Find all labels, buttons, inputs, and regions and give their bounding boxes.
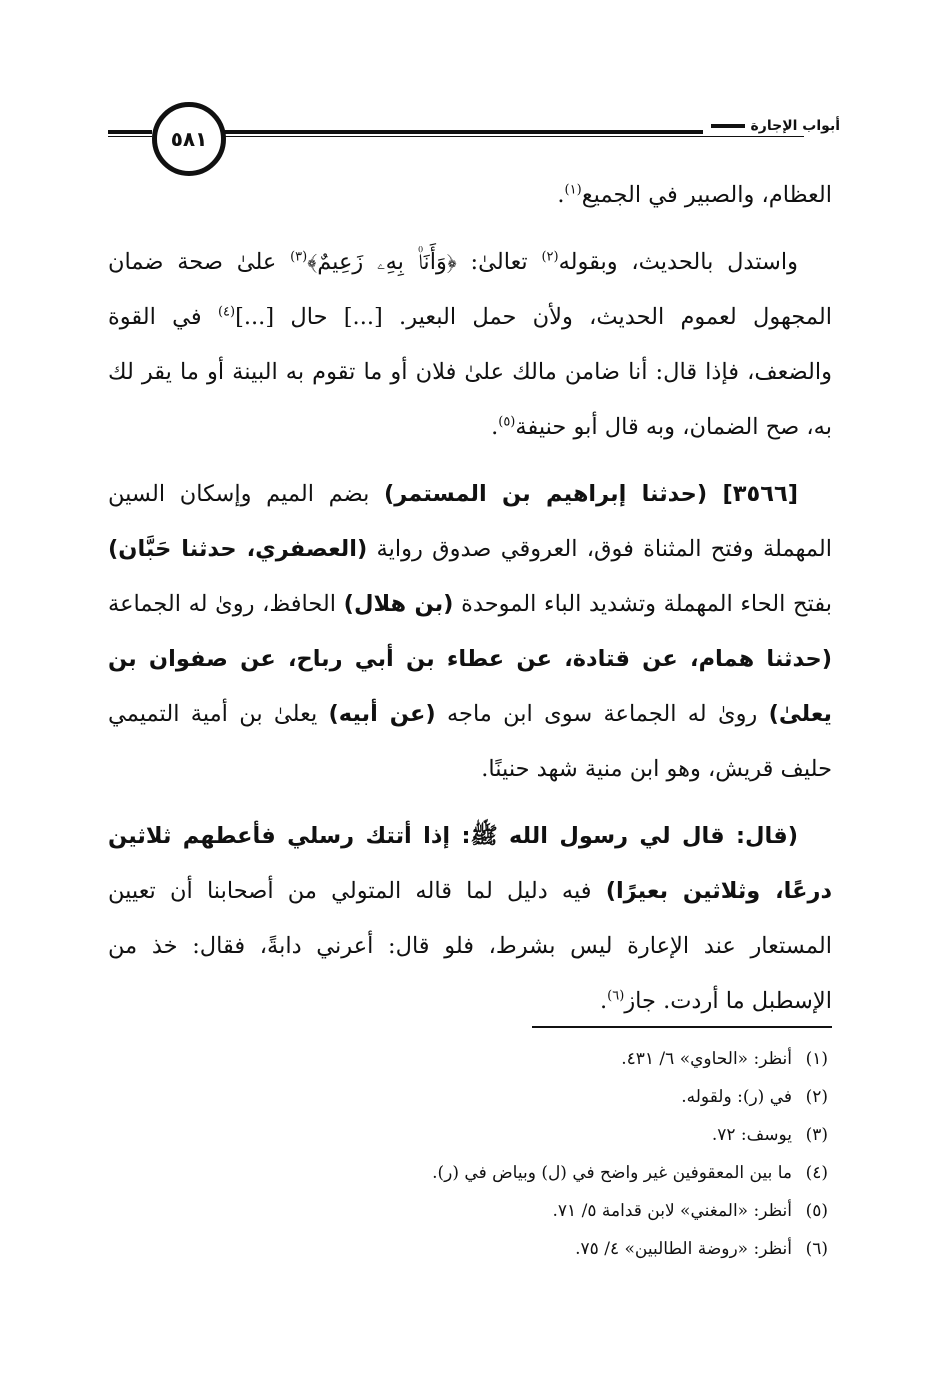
paragraph-3-text-4: رویٰ له الجماعة سوى ابن ماجه — [435, 701, 769, 727]
footnote-number: (٢) — [805, 1087, 828, 1107]
footnote-ref-3: (٣) — [290, 249, 308, 265]
footnote-number: (٤) — [805, 1163, 828, 1183]
header-rule-left — [108, 130, 152, 134]
narrator-3: (بن هلال) — [343, 591, 454, 617]
narrator-2: (العصفري، حدثنا حَبَّان) — [108, 536, 368, 562]
footnote-number: (١) — [805, 1049, 828, 1069]
running-title: أبواب الإجارة — [703, 118, 840, 134]
paragraph-4-text: فيه دليل لما قاله المتولي من أصحابنا أن تعيين المستعار عند الإعارة ليس بشرط، فلو قال: أعرني دابةً، فقال: خذ من الإسطبل ما أردت. جاز — [108, 878, 832, 1014]
footnote-separator — [532, 1026, 832, 1028]
paragraph-2-text-a: واستدل بالحديث، وبقوله — [558, 249, 798, 275]
footnote — [108, 1230, 832, 1268]
paragraph-2-text-c: علىٰ صحة ضمان المجهول لعموم الحديث، ولأن حمل البعير. [...] حال [...] — [108, 249, 832, 330]
paragraph-3-text-2: بفتح الحاء المهملة وتشديد الباء الموحدة — [453, 591, 832, 617]
paragraph-3-text-1: بضم الميم وإسكان السين المهملة وفتح المثناة فوق، العروقي صدوق رواية — [108, 481, 832, 562]
paragraph-1-end: . — [557, 182, 565, 208]
footnote-text: ما بين المعقوفين غير واضح في (ل) وبياض في (ر). — [432, 1163, 792, 1183]
narrator-5: (عن أبيه) — [328, 701, 436, 727]
paragraph-4 — [108, 809, 832, 1029]
page-header — [108, 96, 840, 176]
header-rule-left-thin — [108, 136, 152, 137]
footnote — [108, 1192, 832, 1230]
footnote-number: (٣) — [805, 1125, 828, 1145]
narrator-chain: (حدثنا همام، عن قتادة، عن عطاء بن أبي رباح، عن صفوان بن يعلىٰ) — [108, 646, 832, 727]
footnote — [108, 1040, 832, 1078]
paragraph-1-text: العظام، والصبير في الجميع — [581, 182, 832, 208]
footnote — [108, 1116, 832, 1154]
page-number: ٥٨١ — [152, 102, 226, 176]
footnote-text: يوسف: ٧٢. — [711, 1125, 792, 1145]
paragraph-1 — [108, 168, 832, 223]
hadith-number-narrator: [٣٥٦٦] (حدثنا إبراهيم بن المستمر) — [384, 481, 798, 507]
footnote-ref-2: (٢) — [541, 249, 559, 265]
header-rule-thin — [220, 136, 804, 137]
paragraph-2-end: . — [491, 414, 499, 440]
footnote — [108, 1078, 832, 1116]
footnote-text: أنظر: «الحاوي» ٦/ ٤٣١. — [621, 1049, 792, 1069]
footnote — [108, 1154, 832, 1192]
hadith-text: (قال: قال لي رسول الله ﷺ: إذا أتتك رسلي فأعطهم ثلاثين درعًا، وثلاثين بعيرًا) — [108, 823, 832, 904]
paragraph-2-text-b: تعالىٰ: ﴿وَأَنَا۠ بِهِۦ زَعِيمٌ﴾ — [307, 249, 542, 275]
footnote-text: أنظر: «المغني» لابن قدامة ٥/ ٧١. — [552, 1201, 792, 1221]
footnote-text: أنظر: «روضة الطالبين» ٤/ ٧٥. — [575, 1239, 792, 1259]
paragraph-2 — [108, 235, 832, 455]
footnote-ref-1: (١) — [564, 182, 582, 198]
paragraph-4-end: . — [600, 988, 608, 1014]
paragraph-3 — [108, 467, 832, 797]
footnotes — [108, 1040, 832, 1268]
paragraph-3-text-3: الحافظ، رویٰ له الجماعة — [108, 591, 344, 617]
footnote-ref-6: (٦) — [607, 988, 625, 1004]
paragraph-2-text-d: في القوة والضعف، فإذا قال: أنا ضامن مالك علىٰ فلان أو ما تقوم به البينة أو ما يقر لك به، صح الضمان، وبه قال أبو حنيفة — [108, 304, 832, 440]
footnote-ref-5: (٥) — [498, 414, 516, 430]
footnote-text: في (ر): ولقوله. — [681, 1087, 792, 1107]
footnote-number: (٥) — [805, 1201, 828, 1221]
footnote-number: (٦) — [805, 1239, 828, 1259]
footnote-ref-4: (٤) — [217, 304, 236, 320]
main-text — [108, 168, 832, 1041]
paragraph-3-text-5: يعلىٰ بن أمية التميمي حليف قريش، وهو ابن منية شهد حنينًا. — [108, 701, 832, 782]
